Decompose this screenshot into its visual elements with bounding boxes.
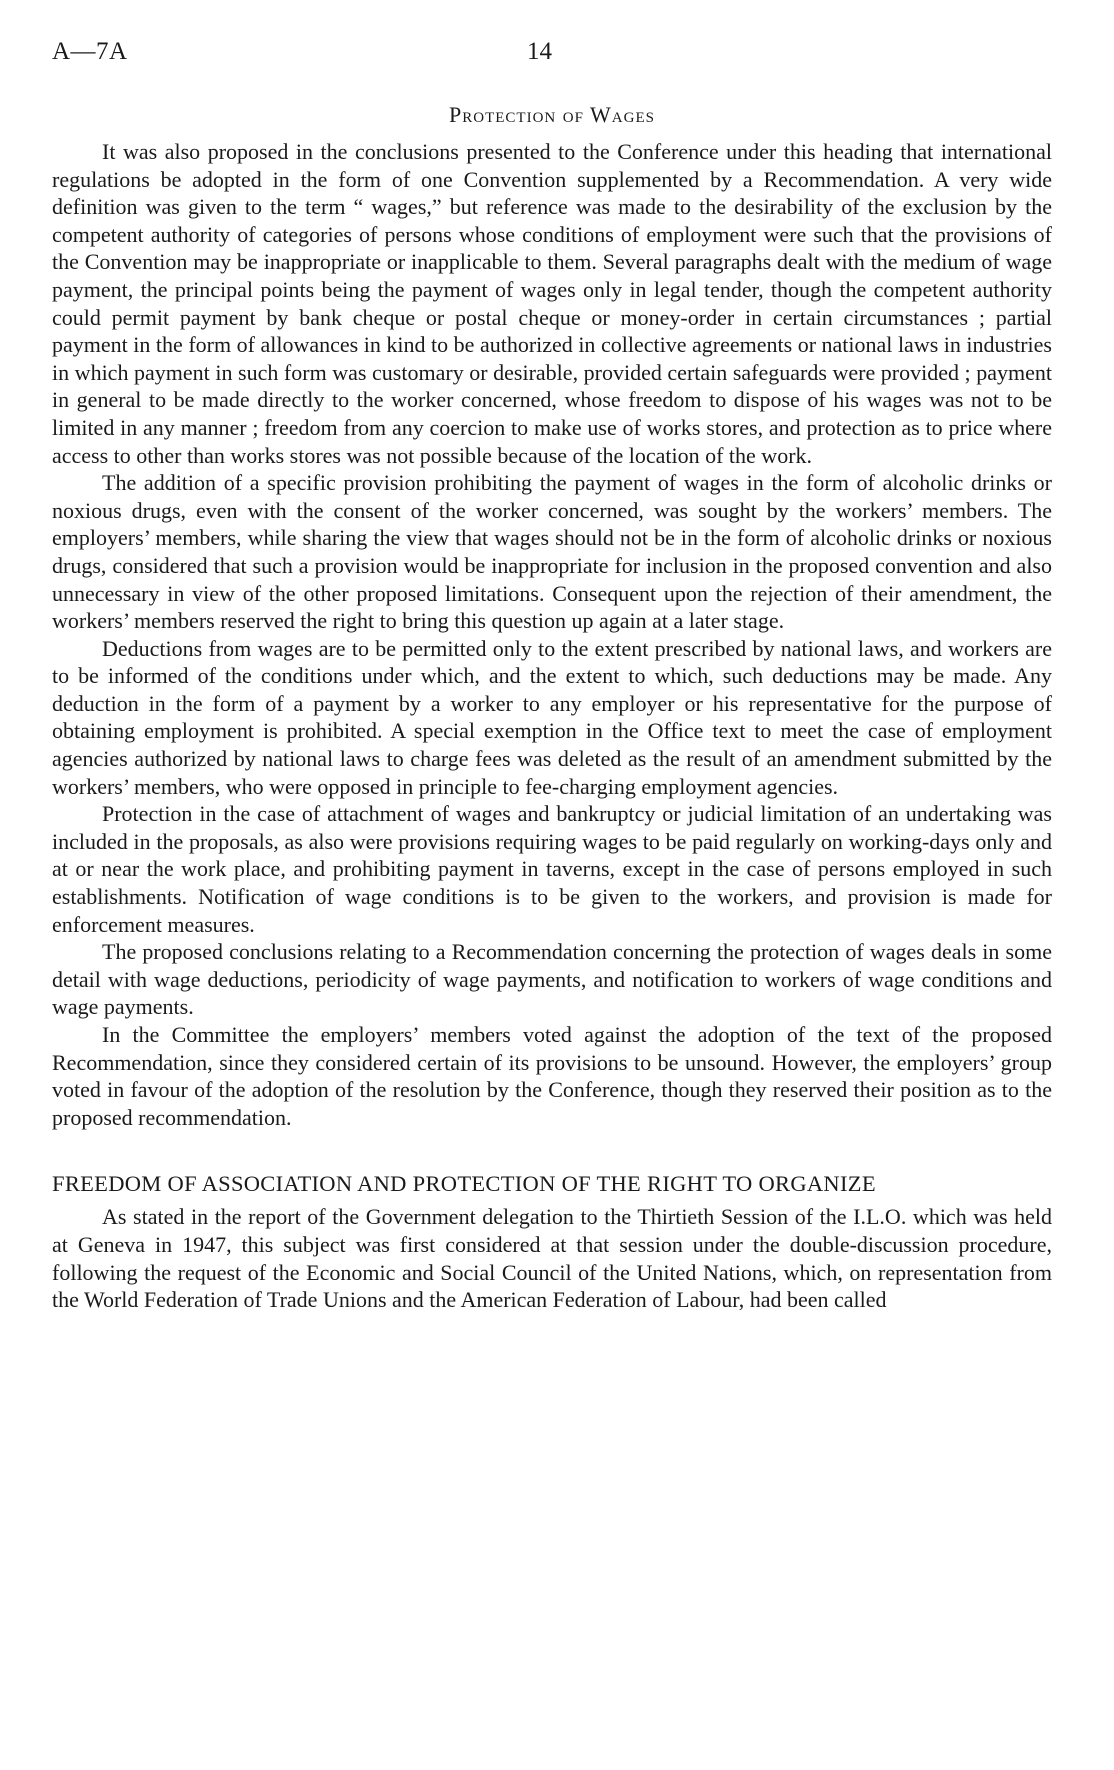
paragraph: Deductions from wages are to be permitted only to the extent prescribed by national laws, and workers are to be informed of the conditions under which, and the extent to which, such deductions may be made. Any deduction in the form of a payment by a worker to any employer or his representative for the purpose of obtaining employment is prohibited. A special exemption in the Office text to meet the case of employment agencies authorized by national laws to charge fees was deleted as the result of an amendment submitted by the workers’ members, who were opposed in principle to fee-charging employment agencies. (52, 635, 1052, 799)
paragraph: The addition of a specific provision prohibiting the payment of wages in the form of alcoholic drinks or noxious drugs, even with the consent of the worker concerned, was sought by the workers’ members. The employers’ members, while sharing the view that wages should not be in the form of alcoholic drinks or noxious drugs, considered that such a provision would be inappropriate for inclusion in the proposed convention and also unnecessary in view of the other proposed limitations. Consequent upon the rejection of their amendment, the workers’ members reserved the right to bring this question up again at a later stage. (52, 470, 1052, 634)
section-body-freedom-of-association (52, 1203, 1052, 1313)
section-body-protection-of-wages (52, 138, 1052, 1131)
paragraph: In the Committee the employers’ members voted against the adoption of the text of the proposed Recommendation, since they considered certain of its provisions to be unsound. However, the employers’ group voted in favour of the adoption of the resolution by the Conference, though they reserved their position as to the proposed recommendation. (52, 1022, 1052, 1130)
document-page (52, 30, 1052, 1314)
document-reference: A—7A (52, 38, 128, 65)
section-heading-protection-of-wages: Protection of Wages (449, 102, 655, 127)
paragraph: As stated in the report of the Government delegation to the Thirtieth Session of the I.L.O. which was held at Geneva in 1947, this subject was first considered at that session under the double-discussion procedure, following the request of the Economic and Social Council of the United Nations, which, on representation from the World Federation of Trade Unions and the American Federation of Labour, had been called (52, 1204, 1052, 1313)
page-number: 14 (527, 38, 552, 65)
paragraph: The proposed conclusions relating to a Recommendation concerning the protection of wages deals in some detail with wage deductions, periodicity of wage payments, and notification to workers of wage conditions and wage payments. (52, 939, 1052, 1020)
paragraph: Protection in the case of attachment of wages and bankruptcy or judicial limitation of an undertaking was included in the proposals, as also were provisions requiring wages to be paid regularly on working-days only and at or near the work place, and prohibiting payment in taverns, except in the case of persons employed in such establishments. Notification of wage conditions is to be given to the workers, and provision is made for enforcement measures. (52, 801, 1052, 937)
section-heading-freedom-of-association: FREEDOM OF ASSOCIATION AND PROTECTION OF THE RIGHT TO ORGANIZE (52, 1171, 876, 1197)
paragraph: It was also proposed in the conclusions presented to the Conference under this heading that international regulations be adopted in the form of one Convention supplemented by a Recommendation. A very wide definition was given to the term “ wages,” but reference was made to the desirability of the exclusion by the competent authority of categories of persons whose conditions of employment were such that the provisions of the Convention may be inappropriate or inapplicable to them. Several paragraphs dealt with the medium of wage payment, the principal points being the payment of wages only in legal tender, though the competent authority could permit payment by bank cheque or postal cheque or money-order in certain circumstances ; partial payment in the form of allowances in kind to be authorized in collective agreements or national laws in industries in which payment in such form was customary or desirable, provided certain safeguards were provided ; payment in general to be made directly to the worker concerned, whose freedom to dispose of his wages was not to be limited in any manner ; freedom from any coercion to make use of works stores, and protection as to price where access to other than works stores was not possible because of the location of the work. (52, 139, 1052, 468)
page-header (52, 30, 1052, 82)
